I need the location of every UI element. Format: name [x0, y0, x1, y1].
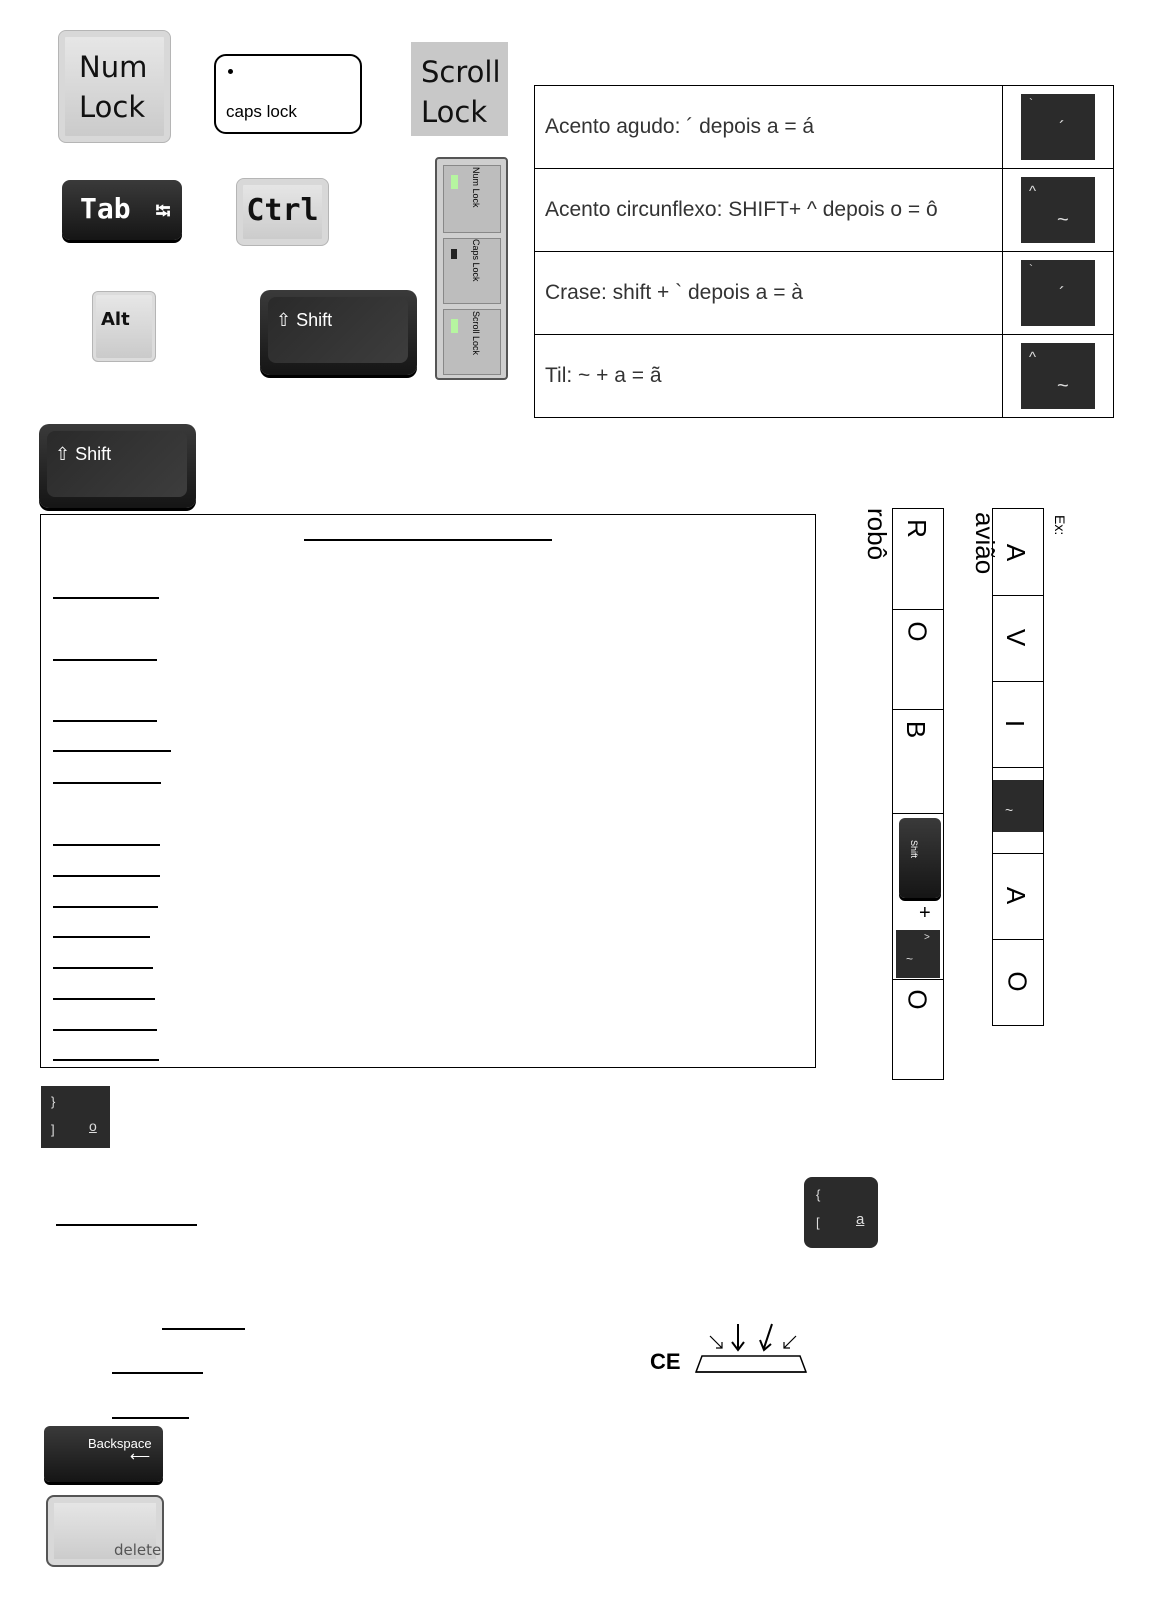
letter-cell: O — [892, 980, 944, 1080]
indicator-label-num: Num Lock — [471, 167, 481, 208]
shift-label: Shift — [296, 310, 333, 330]
word-robô-label: robô — [862, 508, 892, 561]
indicator-label-scroll: Scroll Lock — [471, 311, 481, 356]
letter-cell: I — [992, 682, 1044, 768]
answer-blank — [53, 597, 159, 599]
letter-cell: A — [992, 854, 1044, 940]
tab-key — [62, 180, 182, 240]
letter-cell: R — [892, 508, 944, 610]
accent-text: Crase: shift + ` depois a = à — [535, 252, 1003, 335]
answer-blank — [112, 1372, 203, 1374]
accents-table — [534, 85, 1114, 418]
tilde-key-icon: > ~ — [896, 930, 940, 978]
accent-text: Til: ~ + a = ã — [535, 335, 1003, 418]
accent-text: Acento agudo: ´ depois a = á — [535, 86, 1003, 169]
scroll-lock-label-2: Lock — [421, 95, 488, 129]
tab-label: Tab — [80, 192, 131, 225]
mini-shift-key-icon: Shift — [899, 818, 941, 898]
title-blank — [304, 539, 552, 541]
tilde-key-icon: ~ — [993, 780, 1043, 832]
avião-column — [992, 508, 1044, 1026]
shift-arrow-icon: ⇧ — [276, 310, 292, 330]
num-lock-label-2: Lock — [79, 90, 146, 124]
scroll-lock-light — [451, 319, 458, 333]
caps-lock-label: caps lock — [226, 102, 297, 121]
answer-blank — [53, 967, 153, 969]
accent-key: ^ ~ — [1021, 343, 1095, 409]
answer-blank — [162, 1328, 245, 1330]
num-lock-label-1: Num — [79, 50, 148, 84]
alt-label: Alt — [101, 309, 130, 330]
num-lock-key — [58, 30, 171, 143]
letter-cell: O — [992, 940, 1044, 1026]
answer-blank — [53, 906, 158, 908]
lock-indicator-panel — [435, 157, 508, 380]
ctrl-label: Ctrl — [246, 193, 319, 228]
fill-in-box — [40, 514, 816, 1068]
shift-key-large — [39, 424, 196, 508]
backspace-key: Backspace ⟵ — [44, 1426, 163, 1482]
ctrl-key — [236, 178, 329, 246]
letter-cell: O — [892, 610, 944, 710]
answer-blank — [112, 1417, 189, 1419]
answer-blank — [53, 1029, 157, 1031]
scroll-lock-key — [411, 42, 508, 136]
accent-row — [535, 252, 1114, 335]
accent-row — [535, 169, 1114, 252]
ce-label: CE — [650, 1349, 681, 1374]
indicator-label-caps: Caps Lock — [471, 239, 481, 282]
shift-arrow-icon: ⇧ — [55, 444, 71, 464]
key-press-icon — [692, 1318, 810, 1378]
caps-lock-light — [451, 249, 457, 259]
letter-cell: A — [992, 508, 1044, 596]
scroll-lock-label-1: Scroll — [421, 55, 501, 89]
letter-cell: V — [992, 596, 1044, 682]
answer-blank — [53, 936, 150, 938]
accent-key: ` ´ — [1021, 260, 1095, 326]
tab-arrows-icon: ⭾ — [155, 199, 171, 223]
caps-lock-indicator — [228, 69, 233, 74]
accent-text: Acento circunflexo: SHIFT+ ^ depois o = ô — [535, 169, 1003, 252]
accent-key: ^ ~ — [1021, 177, 1095, 243]
answer-blank — [53, 998, 155, 1000]
accent-row — [535, 86, 1114, 169]
num-lock-light — [451, 175, 458, 189]
delete-key: delete — [46, 1495, 164, 1567]
answer-blank — [53, 844, 160, 846]
tilde-key-cell — [992, 768, 1044, 854]
shift-key — [260, 290, 417, 375]
example-label: Ex: — [1052, 515, 1068, 536]
answer-blank — [53, 1059, 159, 1061]
brace-o-key: } ] o — [41, 1086, 110, 1148]
word-avião-label: avião — [970, 512, 1000, 575]
shift-plus-tilde-cell: Shift + > ~ — [892, 814, 944, 980]
answer-blank — [53, 750, 171, 752]
shift-label: Shift — [75, 444, 112, 464]
answer-blank — [56, 1224, 197, 1226]
answer-blank — [53, 720, 157, 722]
left-arrow-icon: ⟵ — [130, 1448, 151, 1464]
accent-key: ` ´ — [1021, 94, 1095, 160]
accent-row — [535, 335, 1114, 418]
robô-column — [892, 508, 944, 1080]
caps-lock-key — [214, 54, 362, 134]
answer-blank — [53, 659, 157, 661]
answer-blank — [53, 875, 160, 877]
bracket-a-key: { [ a — [804, 1177, 878, 1248]
letter-cell: B — [892, 710, 944, 814]
answer-blank — [53, 782, 161, 784]
alt-key — [92, 291, 156, 362]
